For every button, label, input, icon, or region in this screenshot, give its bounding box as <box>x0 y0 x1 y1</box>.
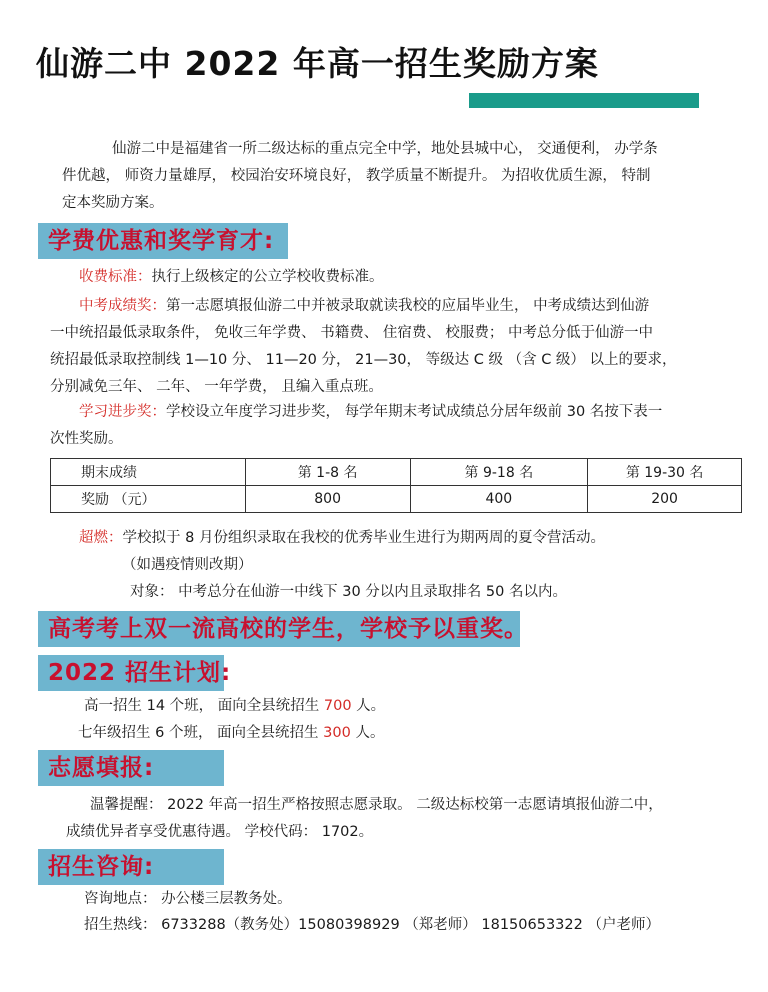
table-cell: 第 9-18 名 <box>410 459 588 486</box>
zhongkao-label: 中考成绩奖： <box>79 298 166 314</box>
consult-hotline: 招生热线： 6733288（教务处）15080398929 （郑老师） 18150653322 （户老师） <box>84 917 660 933</box>
zhongkao-line-2: 一中统招最低录取条件， 免收三年学费、 书籍费、 住宿费、 校服费； 中考总分低于仙游一中 <box>50 325 654 341</box>
table-cell: 400 <box>410 486 588 513</box>
chaoran-line-3: 对象： 中考总分在仙游一中线下 30 分以内且录取排名 50 名以内。 <box>130 584 567 600</box>
zhongkao-line-1 <box>79 292 649 321</box>
fees-paragraph <box>79 263 384 292</box>
fees-label: 收费标准： <box>79 269 152 285</box>
plan-line-1 <box>84 692 385 721</box>
plan-number-1: 700 <box>323 698 352 714</box>
fees-text: 执行上级核定的公立学校收费标准。 <box>151 269 384 285</box>
table-cell: 200 <box>588 486 742 513</box>
intro-line-2: 件优越， 师资力量雄厚， 校园治安环境良好， 教学质量不断提升。 为招收优质生源， 特制 <box>62 168 651 184</box>
section-heading-top-universities: 高考考上双一流高校的学生，学校予以重奖。 <box>38 611 520 647</box>
zhongkao-line-4: 分别减免三年、 二年、 一年学费， 且编入重点班。 <box>50 379 383 395</box>
table-cell: 第 1-8 名 <box>245 459 410 486</box>
plan-text-1: 高一招生 14 个班， 面向全县统招生 <box>84 698 324 714</box>
page-title: 仙游二中 2022 年高一招生奖励方案 <box>36 44 599 83</box>
table-header-row <box>51 459 742 486</box>
intro-line-3: 定本奖励方案。 <box>62 195 164 211</box>
section-heading-application: 志愿填报: <box>38 750 224 786</box>
zhongkao-text-1: 第一志愿填报仙游二中并被录取就读我校的应届毕业生， 中考成绩达到仙游 <box>166 298 650 314</box>
plan-number-2: 300 <box>323 725 351 741</box>
progress-line-2: 次性奖励。 <box>50 431 123 447</box>
chaoran-label: 超燃： <box>79 530 123 546</box>
consult-address: 咨询地点： 办公楼三层教务处。 <box>84 891 292 907</box>
section-heading-tuition: 学费优惠和奖学育才: <box>38 223 288 259</box>
table-cell: 期末成绩 <box>51 459 246 486</box>
title-accent-bar <box>469 93 699 108</box>
plan-text-2: 七年级招生 6 个班， 面向全县统招生 <box>78 725 324 741</box>
progress-line-1 <box>79 398 662 427</box>
plan-line-2 <box>78 719 384 748</box>
section-heading-consult: 招生咨询: <box>38 849 224 885</box>
plan-unit-2: 人。 <box>350 725 385 741</box>
chaoran-line-2: （如遇疫情则改期） <box>122 557 253 573</box>
table-cell: 800 <box>245 486 410 513</box>
zhongkao-line-3: 统招最低录取控制线 1—10 分、 11—20 分， 21—30， 等级达 C 级 （含 C 级） 以上的要求， <box>50 352 677 368</box>
table-cell: 第 19-30 名 <box>588 459 742 486</box>
table-cell: 奖励 （元） <box>51 486 246 513</box>
section-heading-plan: 2022 招生计划: <box>38 655 224 691</box>
chaoran-text-1: 学校拟于 8 月份组织录取在我校的优秀毕业生进行为期两周的夏令营活动。 <box>122 530 605 546</box>
chaoran-line-1 <box>79 524 605 553</box>
intro-line-1: 仙游二中是福建省一所二级达标的重点完全中学，地处县城中心， 交通便利， 办学条 <box>112 141 658 157</box>
plan-unit-1: 人。 <box>351 698 386 714</box>
application-line-2: 成绩优异者享受优惠待遇。 学校代码： 1702。 <box>66 824 374 840</box>
reward-table <box>50 458 742 513</box>
progress-label: 学习进步奖： <box>79 404 166 420</box>
application-line-1: 温馨提醒： 2022 年高一招生严格按照志愿录取。 二级达标校第一志愿请填报仙游二中， <box>90 797 663 813</box>
progress-text-1: 学校设立年度学习进步奖， 每学年期末考试成绩总分居年级前 30 名按下表一 <box>166 404 663 420</box>
table-row <box>51 486 742 513</box>
